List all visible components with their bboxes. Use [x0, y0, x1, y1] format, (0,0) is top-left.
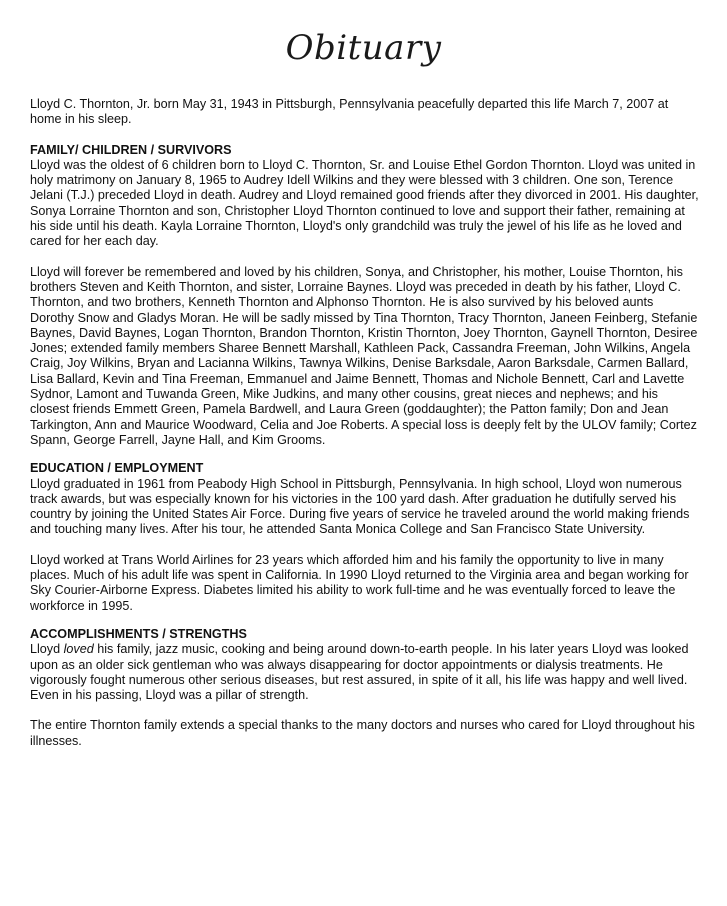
education-paragraph-1: Lloyd graduated in 1961 from Peabody High School in Pittsburgh, Pennsylvania. In high school, Lloyd won numerous track awards, but was especially known for his victories in the 100 yard dash. After graduation he dutifully served his country by joining the United States Air Force. During five years of service he traveled around the world making friends and touching many lives. After his tour, he attended Santa Monica College and San Francisco State University. [30, 476, 690, 537]
spacer [30, 703, 700, 718]
spacer [30, 614, 700, 627]
accomplishments-text-rest: his family, jazz music, cooking and being around down-to-earth people. In his later years Lloyd was looked upon as an older sick gentleman who was always disappearing for doctor appointments or dialysis treatments. He vigorously fought numerous other serious diseases, but rest assured, in spite of it all, his life was happy and well lived. Even in his passing, Lloyd was a pillar of strength. [30, 642, 689, 703]
spacer [30, 128, 700, 143]
spacer [30, 538, 700, 553]
thanks-paragraph: The entire Thornton family extends a special thanks to the many doctors and nurses who cared for Lloyd throughout his illnesses. [30, 718, 695, 748]
employment-paragraph: Lloyd worked at Trans World Airlines for 23 years which afforded him and his family the opportunity to live in many places. Much of his adult life was spent in California. In 1990 Lloyd returned to the Virginia area and began working for Sky Courier-Airborne Express. Diabetes limited his ability to work full-time and he was eventually forced to leave the workforce in 1995. [30, 552, 689, 613]
family-heading: FAMILY/ CHILDREN / SURVIVORS [30, 142, 232, 157]
accomplishments-text-start: Lloyd [30, 642, 64, 657]
spacer [30, 448, 700, 461]
family-paragraph-1: Lloyd was the oldest of 6 children born to Lloyd C. Thornton, Sr. and Louise Ethel Gordon Thornton. Lloyd was united in holy matrimony on January 8, 1965 to Audrey Idell Wilkins and they were blessed with 3 children. One son, Terence Jelani (T.J.) preceded Lloyd in death. Audrey and Lloyd remained good friends after they divorced in 2001. His daughter, Sonya Lorraine Thornton and son, Christopher Lloyd Thornton continued to love and support their father, remaining at his side until his death. Kayla Lorraine Thornton, Lloyd's only grandchild was truly the jewel of his life as he loved and cared for her each day. [30, 157, 699, 249]
education-heading: EDUCATION / EMPLOYMENT [30, 461, 204, 476]
spacer [30, 250, 700, 265]
loved-emphasis: loved [63, 642, 94, 657]
accomplishments-heading: ACCOMPLISHMENTS / STRENGTHS [30, 626, 247, 641]
family-paragraph-2: Lloyd will forever be remembered and loved by his children, Sonya, and Christopher, his mother, Louise Thornton, his brothers Steven and Keith Thornton, and sister, Lorraine Baynes. Lloyd was preceded in death by his father, Lloyd C. Thornton, and two brothers, Kenneth Thornton and Alphonso Thornton. He is also survived by his beloved aunts Dorothy Snow and Gladys Moran. He will be sadly missed by Tina Thornton, Tracy Thornton, Janeen Feinberg, Stefanie Baynes, David Baynes, Logan Thornton, Brandon Thornton, Kristin Thornton, Joey Thornton, Gaynell Thornton, Desiree Jones; extended family members Sharee Bennett Marshall, Kathleen Pack, Cassandra Freeman, John Wilkins, Angela Craig, Joy Wilkins, Bryan and Lacianna Wilkins, Tawnya Wilkins, Denise Barksdale, Aaron Barksdale, Carmen Ballard, Lisa Ballard, Kevin and Tina Freeman, Emmanuel and Jaime Bennett, Thomas and Nichole Bennett, Carl and Lavette Sydnor, Lamont and Tuwanda Green, Mike Judkins, and many other cousins, great nieces and nephews; and his closest friends Emmett Green, Pamela Bardwell, and Laura Green (goddaughter); the Patton family; Don and Jean Tarkington, Ann and Maurice Woodward, Celia and Joe Roberts. A special loss is deeply felt by the ULOV family; Cortez Spann, George Farrell, Jayne Hall, and Kim Grooms. [30, 264, 698, 447]
obituary-body [30, 97, 700, 749]
accomplishments-paragraph [30, 642, 700, 703]
page-title: Obituary [285, 28, 442, 68]
intro-paragraph: Lloyd C. Thornton, Jr. born May 31, 1943 in Pittsburgh, Pennsylvania peacefully departed this life March 7, 2007 at home in his sleep. [30, 97, 669, 127]
